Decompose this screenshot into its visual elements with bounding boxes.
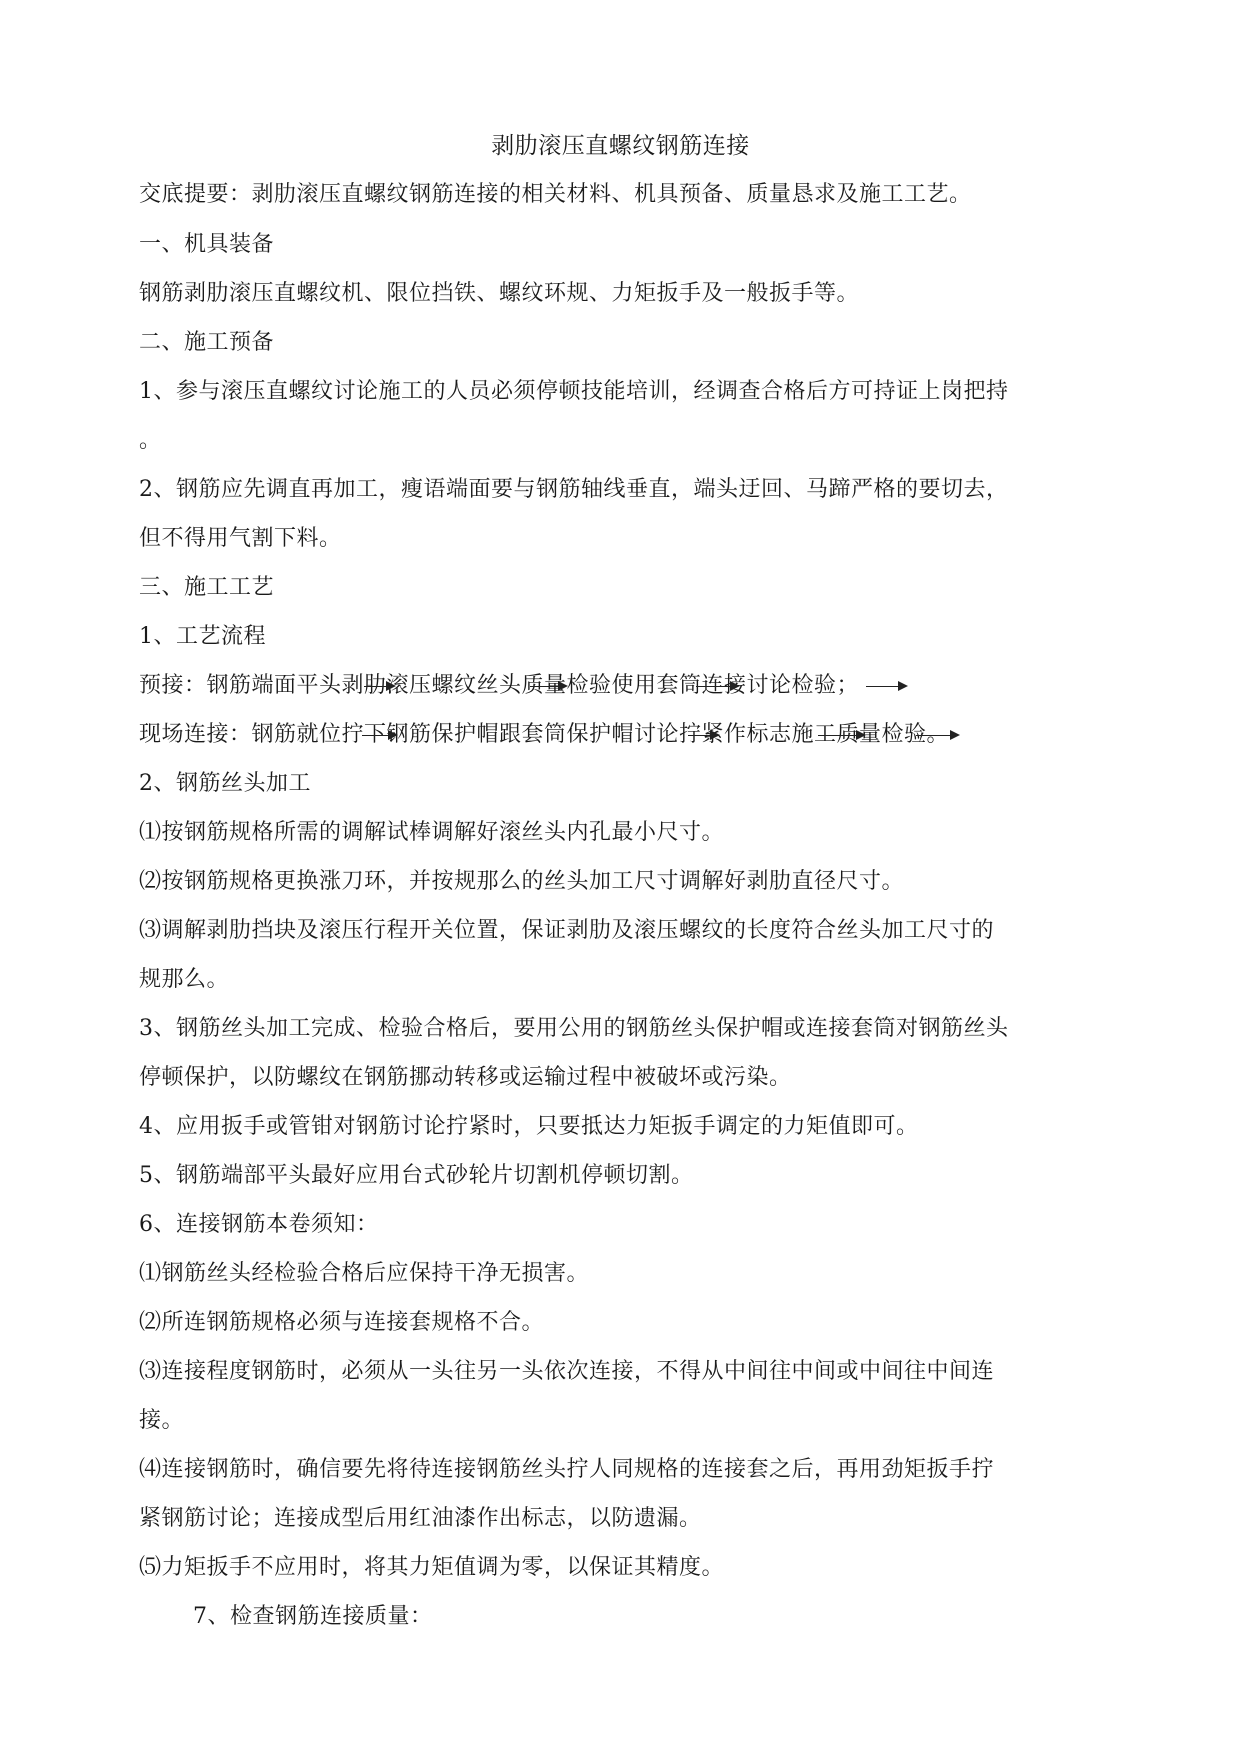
flow-arrow-icon bbox=[364, 686, 394, 687]
subheading-thread-processing: 2、钢筋丝头加工 bbox=[139, 771, 311, 796]
note-item-3-cont: 接。 bbox=[139, 1408, 185, 1433]
list-item-3-cont: 规那么。 bbox=[139, 967, 230, 992]
flow-site-connection: 现场连接：钢筋就位拧下钢筋保护帽跟套筒保护帽讨论拧紧作标志施工质量检验。 bbox=[139, 722, 950, 747]
paragraph-equipment: 钢筋剥肋滚压直螺纹机、限位挡铁、螺纹环规、力矩扳手及一般扳手等。 bbox=[139, 281, 860, 306]
paragraph-3: 3、钢筋丝头加工完成、检验合格后，要用公用的钢筋丝头保护帽或连接套筒对钢筋丝头 bbox=[139, 1016, 1009, 1041]
flow-arrow-icon bbox=[362, 735, 396, 736]
paragraph-5: 5、钢筋端部平头最好应用台式砂轮片切割机停顿切割。 bbox=[139, 1163, 694, 1188]
heading-process: 三、施工工艺 bbox=[139, 575, 275, 600]
heading-preparation: 二、施工预备 bbox=[139, 330, 275, 355]
paragraph-4: 4、应用扳手或管钳对钢筋讨论拧紧时，只要抵达力矩扳手调定的力矩值即可。 bbox=[139, 1114, 919, 1139]
subheading-notes: 6、连接钢筋本卷须知： bbox=[139, 1212, 379, 1237]
flow-pre-connection: 预接：钢筋端面平头剥肋滚压螺纹丝头质量检验使用套筒连接讨论检验； bbox=[139, 673, 860, 698]
flow-arrow-icon bbox=[696, 686, 738, 687]
paragraph-3-cont: 停顿保护，以防螺纹在钢筋挪动转移或运输过程中被破坏或污染。 bbox=[139, 1065, 792, 1090]
note-item-2: ⑵所连钢筋规格必须与连接套规格不合。 bbox=[139, 1310, 545, 1335]
flow-arrow-icon bbox=[530, 686, 566, 687]
paragraph-prep-2: 2、钢筋应先调直再加工，瘦语端面要与钢筋轴线垂直，端头迂回、马蹄严格的要切去， bbox=[139, 477, 1009, 502]
paragraph-prep-1: 1、参与滚压直螺纹讨论施工的人员必须停顿技能培训，经调查合格后方可持证上岗把持 bbox=[139, 379, 1009, 404]
flow-arrow-icon bbox=[818, 735, 864, 736]
subheading-inspection: 7、检查钢筋连接质量： bbox=[193, 1604, 433, 1629]
subheading-flow: 1、工艺流程 bbox=[139, 624, 266, 649]
list-item-3: ⑶调解剥肋挡块及滚压行程开关位置，保证剥肋及滚压螺纹的长度符合丝头加工尺寸的 bbox=[139, 918, 995, 943]
list-item-1: ⑴按钢筋规格所需的调解试棒调解好滚丝头内孔最小尺寸。 bbox=[139, 820, 725, 845]
note-item-4: ⑷连接钢筋时，确信要先将待连接钢筋丝头拧人同规格的连接套之后，再用劲矩扳手拧 bbox=[139, 1457, 995, 1482]
note-item-5: ⑸力矩扳手不应用时，将其力矩值调为零，以保证其精度。 bbox=[139, 1555, 725, 1580]
paragraph-prep-1-cont: 。 bbox=[139, 428, 162, 453]
list-item-2: ⑵按钢筋规格更换涨刀环，并按规那么的丝头加工尺寸调解好剥肋直径尺寸。 bbox=[139, 869, 905, 894]
note-item-3: ⑶连接程度钢筋时，必须从一头往另一头依次连接，不得从中间往中间或中间往中间连 bbox=[139, 1359, 995, 1384]
note-item-1: ⑴钢筋丝头经检验合格后应保持干净无损害。 bbox=[139, 1261, 590, 1286]
flow-arrow-icon bbox=[688, 735, 718, 736]
document-title: 剥肋滚压直螺纹钢筋连接 bbox=[491, 133, 750, 159]
paragraph-summary: 交底提要：剥肋滚压直螺纹钢筋连接的相关材料、机具预备、质量恳求及施工工艺。 bbox=[139, 182, 972, 207]
note-item-4-cont: 紧钢筋讨论；连接成型后用红油漆作出标志，以防遗漏。 bbox=[139, 1506, 702, 1531]
flow-arrow-icon bbox=[866, 686, 906, 687]
heading-equipment: 一、机具装备 bbox=[139, 232, 275, 257]
flow-arrow-icon bbox=[916, 735, 958, 736]
paragraph-prep-2-cont: 但不得用气割下料。 bbox=[139, 526, 342, 551]
